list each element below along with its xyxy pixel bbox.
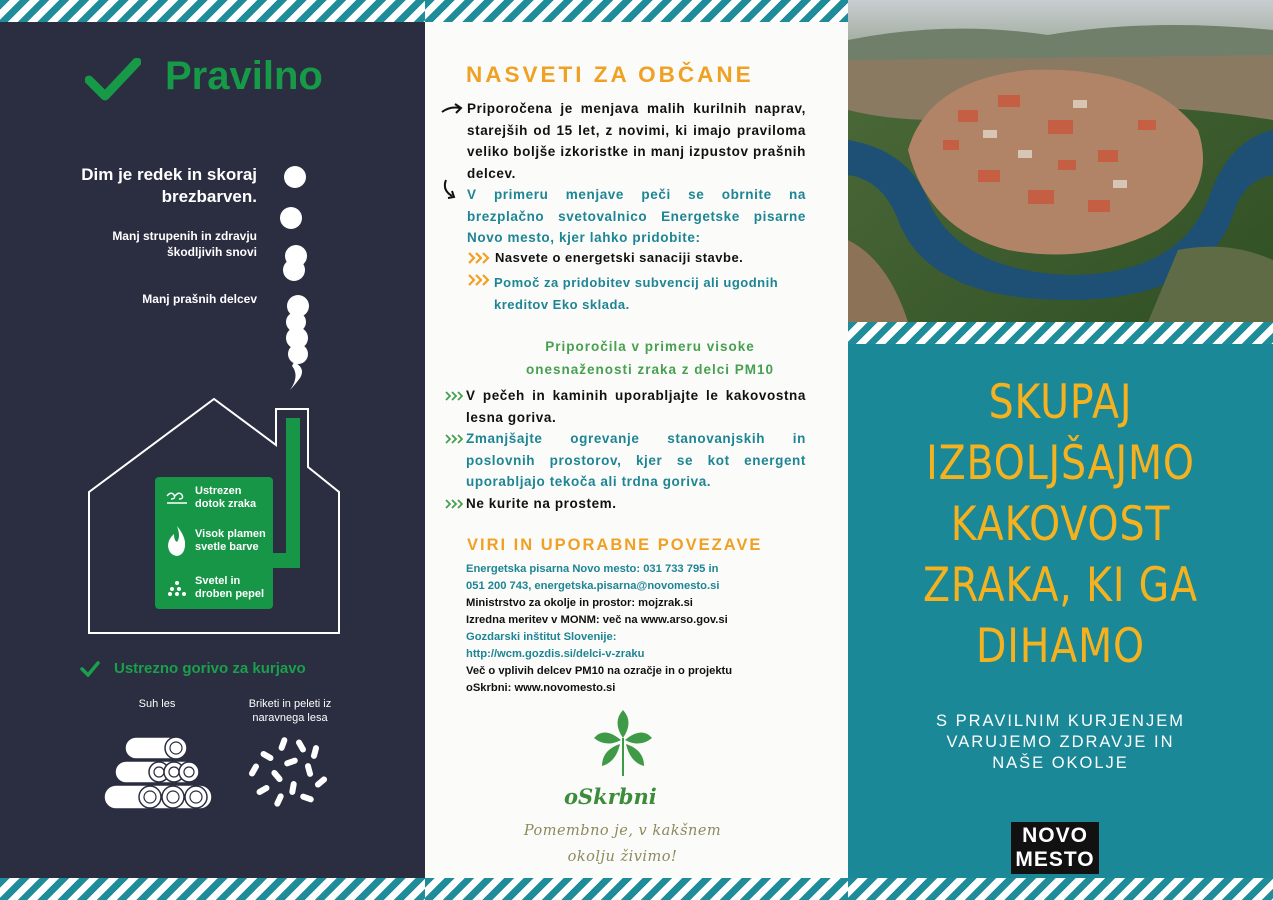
pm10-tip-outdoor: Ne kurite na prostem. (466, 496, 617, 511)
checkmark-icon (80, 661, 100, 677)
link-line: Več o vplivih delcev PM10 na ozračje in o projektu (466, 665, 733, 677)
bottom-stripe (425, 878, 848, 900)
top-stripe (425, 0, 848, 22)
link-line: Energetska pisarna Novo mesto: 031 733 795 in (466, 563, 719, 575)
fuel-label-dry-wood: Suh les (138, 698, 176, 710)
pm10-tip-fuel: V pečeh in kaminih uporabljajte le kakovostna lesna goriva. (466, 388, 806, 425)
stove-item: Svetel in droben pepel (165, 575, 271, 601)
pm10-heading-line1: Priporočila v primeru visoke (545, 339, 755, 354)
smoke-puffs-illustration (276, 162, 316, 394)
smoke-note-toxic: Manj strupenih in zdravju škodljivih snovi (112, 229, 257, 259)
mid-stripe (848, 322, 1273, 344)
tip-paragraph-replace: Priporočena je menjava malih kurilnih naprav, starejših od 15 let, z novimi, ki imajo praviloma veliko boljše izkoristke in manj izpustov prašnih delcev. (467, 101, 806, 181)
air-swirl-icon (165, 490, 189, 506)
bottom-stripe (0, 878, 425, 900)
link-line[interactable]: oSkrbni: www.novomesto.si (466, 682, 616, 694)
fuel-label-briquettes: Briketi in peleti iz naravnega lesa (248, 698, 332, 724)
links-list (466, 561, 806, 697)
link-line[interactable]: Ministrstvo za okolje in prostor: mojzrak.si (466, 597, 693, 609)
bullet-energy-renovation: Nasvete o energetski sanaciji stavbe. (495, 250, 744, 265)
chevrons-small-icon (445, 434, 463, 444)
right-panel (848, 0, 1273, 900)
checkmark-icon (85, 58, 141, 102)
link-line[interactable]: http://wcm.gozdis.si/delci-v-zraku (466, 648, 645, 660)
brand-oskrbni: oSkrbni (564, 784, 657, 809)
left-panel (0, 0, 425, 900)
top-stripe (0, 0, 425, 22)
campaign-title: SKUPAJ IZBOLJŠAJMO KAKOVOST ZRAKA, KI GA DIHAMO (923, 375, 1198, 674)
pm10-tip-heating: Zmanjšajte ogrevanje stanovanjskih in poslovnih prostorov, kjer se kot energent uporabljajo tekoča ali trdna goriva. (466, 431, 806, 489)
stove-item: Visok plamen svetle barve (165, 525, 273, 557)
chevrons-icon (468, 274, 490, 286)
pellets-icon (246, 735, 328, 809)
town-aerial-photo (848, 0, 1273, 322)
stove-item: Ustrezen dotok zraka (165, 485, 273, 511)
links-heading: VIRI IN UPORABNE POVEZAVE (467, 536, 763, 554)
smoke-note-particles: Manj prašnih delcev (142, 292, 257, 306)
motto: Pomembno je, v kakšnem okolju živimo! (523, 823, 722, 865)
link-line[interactable]: Izredna meritev v MONM: več na www.arso.gov.si (466, 614, 728, 626)
ash-dots-icon (165, 580, 189, 596)
chimney-pipe (286, 418, 300, 568)
stove-panel (155, 477, 273, 609)
tip-paragraph-advice: V primeru menjave peči se obrnite na brezplačno svetovalnico Energetske pisarne Novo mesto, kjer lahko pridobite: (467, 187, 806, 245)
arrow-curve-icon (440, 178, 462, 202)
chevrons-icon (468, 252, 490, 264)
link-line[interactable]: 051 200 743, energetska.pisarna@novomesto.si (466, 580, 720, 592)
bottom-stripe (848, 878, 1273, 900)
flame-icon (165, 525, 189, 557)
log-stack-icon (103, 735, 215, 811)
tips-heading: NASVETI ZA OBČANE (466, 62, 754, 87)
pm10-heading-line2: onesnaženosti zraka z delci PM10 (525, 362, 775, 377)
link-line: Gozdarski inštitut Slovenije: (466, 631, 617, 643)
arrow-right-icon (440, 102, 464, 116)
leaf-logo-icon (588, 708, 658, 778)
chimney-elbow (270, 553, 300, 568)
bullet-subsidies: Pomoč za pridobitev subvencij ali ugodnih kreditov Eko sklada. (494, 275, 779, 312)
fuel-heading: Ustrezno gorivo za kurjavo (80, 660, 306, 677)
chevrons-small-icon (445, 499, 463, 509)
smoke-heading: Dim je redek in skoraj brezbarven. (81, 165, 257, 206)
section-title: Pravilno (165, 54, 323, 98)
chevrons-small-icon (445, 391, 463, 401)
campaign-subtitle: S PRAVILNIM KURJENJEM VARUJEMO ZDRAVJE IN NAŠE OKOLJE (936, 712, 1185, 772)
novo-mesto-logo: NOVO MESTO (1011, 822, 1099, 874)
